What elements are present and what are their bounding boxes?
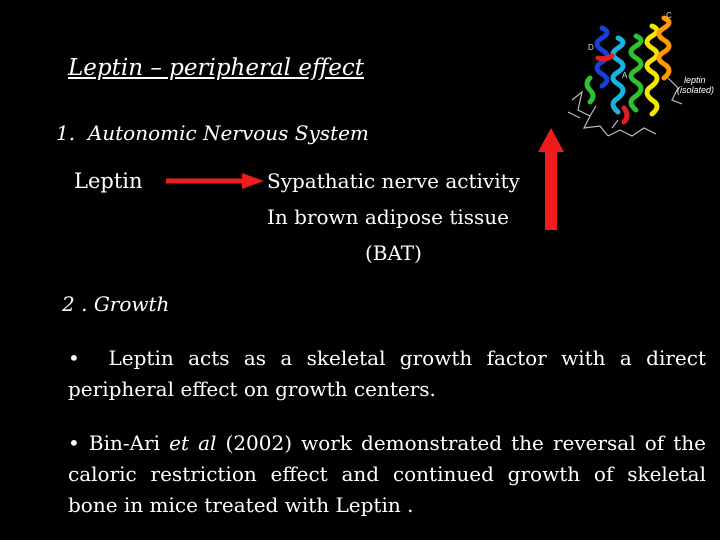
bullet-2-author: Bin-Ari (88, 431, 161, 455)
letter-d-label: D (588, 43, 594, 52)
letter-a-label: A (622, 71, 628, 80)
bullet-2: • Bin-Ari et al (2002) work demonstrated the reversal of the caloric restriction effect and continued growth of skeletal bone in mice treated with Leptin . (68, 431, 707, 517)
bullet-2-etal: et al (169, 431, 217, 455)
bullet-1: • Leptin acts as a skeletal growth factor with a direct peripheral effect on growth centers. (68, 346, 706, 401)
letter-c-label: C (666, 11, 672, 20)
figure-label-line-1: leptin (684, 75, 706, 85)
bullet-2-text: (2002) work demonstrated the reversal of the caloric restriction effect and continued growth of skeletal bone in mice treated with Leptin . (68, 431, 707, 517)
section-1-heading (56, 121, 369, 145)
section-1-title: Autonomic Nervous System (87, 121, 369, 145)
figure-label-line-2: (isolated) (677, 85, 715, 95)
section-1-number: 1. (56, 121, 76, 145)
slide-title: Leptin – peripheral effect (68, 55, 364, 81)
section-2-title: Growth (93, 292, 170, 316)
section-2-number: 2 . (62, 292, 88, 316)
right-arrow-icon (166, 170, 266, 192)
leptin-label: Leptin (74, 169, 143, 193)
nerve-line-2: In brown adipose tissue (267, 205, 510, 229)
nerve-line-3: (BAT) (364, 241, 422, 265)
bullet-1-text: Leptin acts as a skeletal growth factor with a direct peripheral effect on growth centers. (68, 346, 706, 401)
nerve-activity-text (267, 163, 520, 271)
nerve-line-1: Sypathatic nerve activity (267, 169, 520, 193)
leptin-protein-structure-image (560, 8, 715, 158)
section-2-heading (62, 292, 169, 316)
